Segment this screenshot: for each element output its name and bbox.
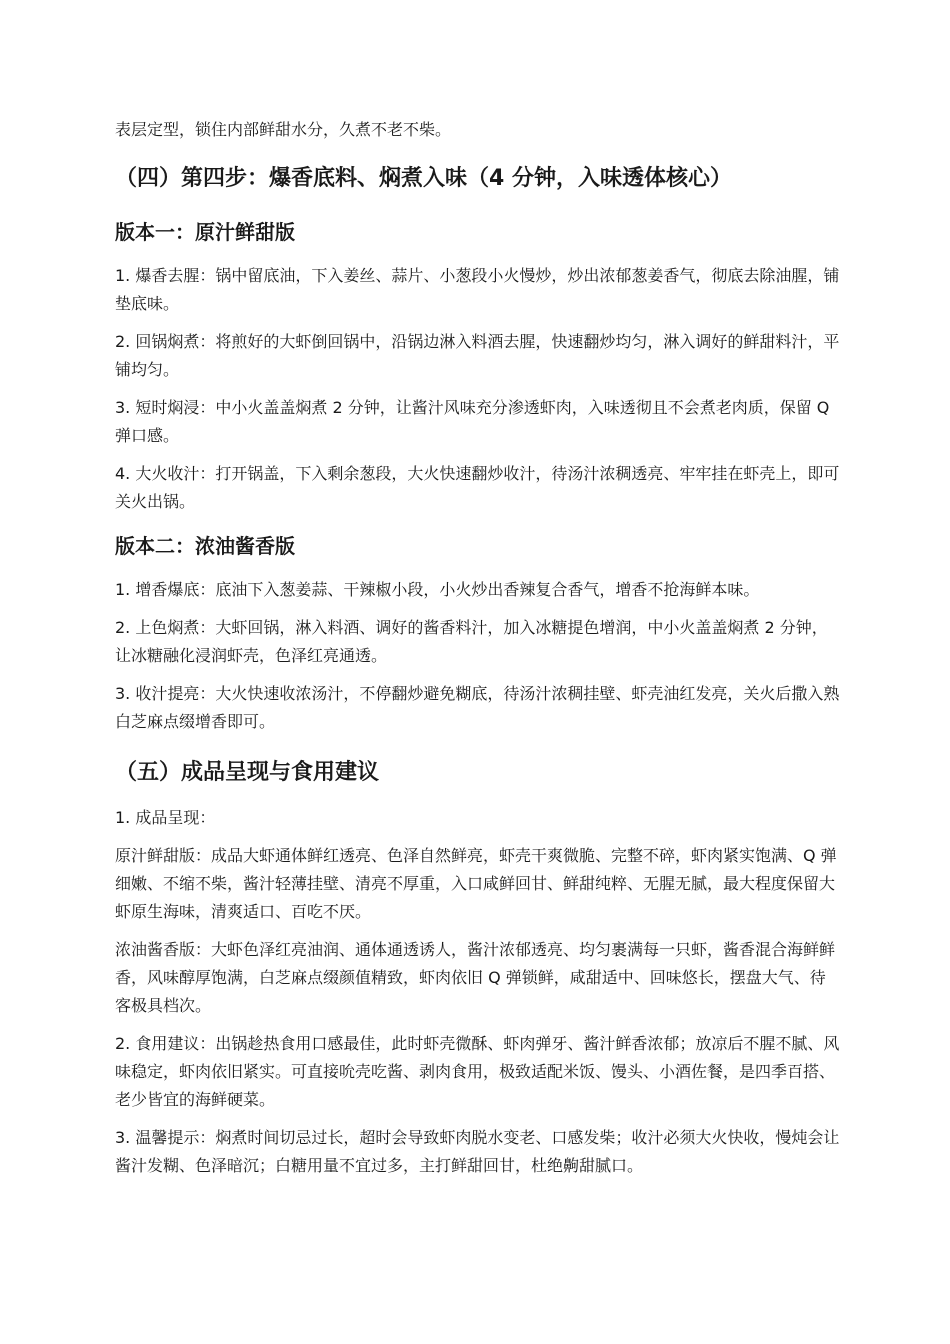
presentation-v2-paragraph: 浓油酱香版：大虾色泽红亮油润、通体通透诱人，酱汁浓郁透亮、均匀裹满每一只虾，酱香混合海鲜鲜香，风味醇厚饱满，白芝麻点缀颜值精致，虾肉依旧 Q 弹锁鲜，咸甜适中、回味悠长，摆盘大气、待客极具档次。 (115, 940, 836, 1015)
list-item: 1. 爆香去腥：锅中留底油，下入姜丝、蒜片、小葱段小火慢炒，炒出浓郁葱姜香气，彻底去除油腥，铺垫底味。 (115, 266, 840, 313)
list-item: 1. 增香爆底：底油下入葱姜蒜、干辣椒小段，小火炒出香辣复合香气，增香不抢海鲜本味。 (115, 580, 760, 599)
tips-paragraph: 3. 温馨提示：焖煮时间切忌过长，超时会导致虾肉脱水变老、口感发柴；收汁必须大火快收，慢炖会让酱汁发糊、色泽暗沉；白糖用量不宜过多，主打鲜甜回甘，杜绝齁甜腻口。 (115, 1128, 840, 1175)
section-heading-step4: （四）第四步：爆香底料、焖煮入味（4 分钟，入味透体核心） (115, 166, 732, 191)
subheading-version2: 版本二：浓油酱香版 (115, 534, 295, 558)
serving-paragraph: 2. 食用建议：出锅趁热食用口感最佳，此时虾壳微酥、虾肉弹牙、酱汁鲜香浓郁；放凉后不腥不腻、风味稳定，虾肉依旧紧实。可直接吮壳吃酱、剥肉食用，极致适配米饭、馒头、小酒佐餐，是四季百搭、老少皆宜的海鲜硬菜。 (115, 1034, 840, 1109)
list-item: 4. 大火收汁：打开锅盖，下入剩余葱段，大火快速翻炒收汁，待汤汁浓稠透亮、牢牢挂在虾壳上，即可关火出锅。 (115, 464, 840, 511)
list-item: 2. 上色焖煮：大虾回锅，淋入料酒、调好的酱香料汁，加入冰糖提色增润，中小火盖盖焖煮 2 分钟，让冰糖融化浸润虾壳，色泽红亮通透。 (115, 618, 828, 665)
section-heading-step5: （五）成品呈现与食用建议 (115, 760, 380, 785)
list-item: 2. 回锅焖煮：将煎好的大虾倒回锅中，沿锅边淋入料酒去腥，快速翻炒均匀，淋入调好的鲜甜料汁，平铺均匀。 (115, 332, 840, 379)
presentation-v1-paragraph: 原汁鲜甜版：成品大虾通体鲜红透亮、色泽自然鲜亮，虾壳干爽微脆、完整不碎，虾肉紧实饱满、Q 弹细嫩、不缩不柴，酱汁轻薄挂壁、清亮不厚重，入口咸鲜回甘、鲜甜纯粹、无腥无腻，最大程度保留大虾原生海味，清爽适口、百吃不厌。 (115, 846, 837, 921)
presentation-label: 1. 成品呈现： (115, 808, 216, 827)
list-item: 3. 短时焖浸：中小火盖盖焖煮 2 分钟，让酱汁风味充分渗透虾肉，入味透彻且不会煮老肉质，保留 Q 弹口感。 (115, 398, 830, 445)
intro-paragraph: 表层定型，锁住内部鲜甜水分，久煮不老不柴。 (115, 120, 452, 139)
list-item: 3. 收汁提亮：大火快速收浓汤汁，不停翻炒避免糊底，待汤汁浓稠挂壁、虾壳油红发亮，关火后撒入熟白芝麻点缀增香即可。 (115, 684, 840, 731)
subheading-version1: 版本一：原汁鲜甜版 (115, 220, 295, 244)
document-page (115, 0, 840, 1180)
